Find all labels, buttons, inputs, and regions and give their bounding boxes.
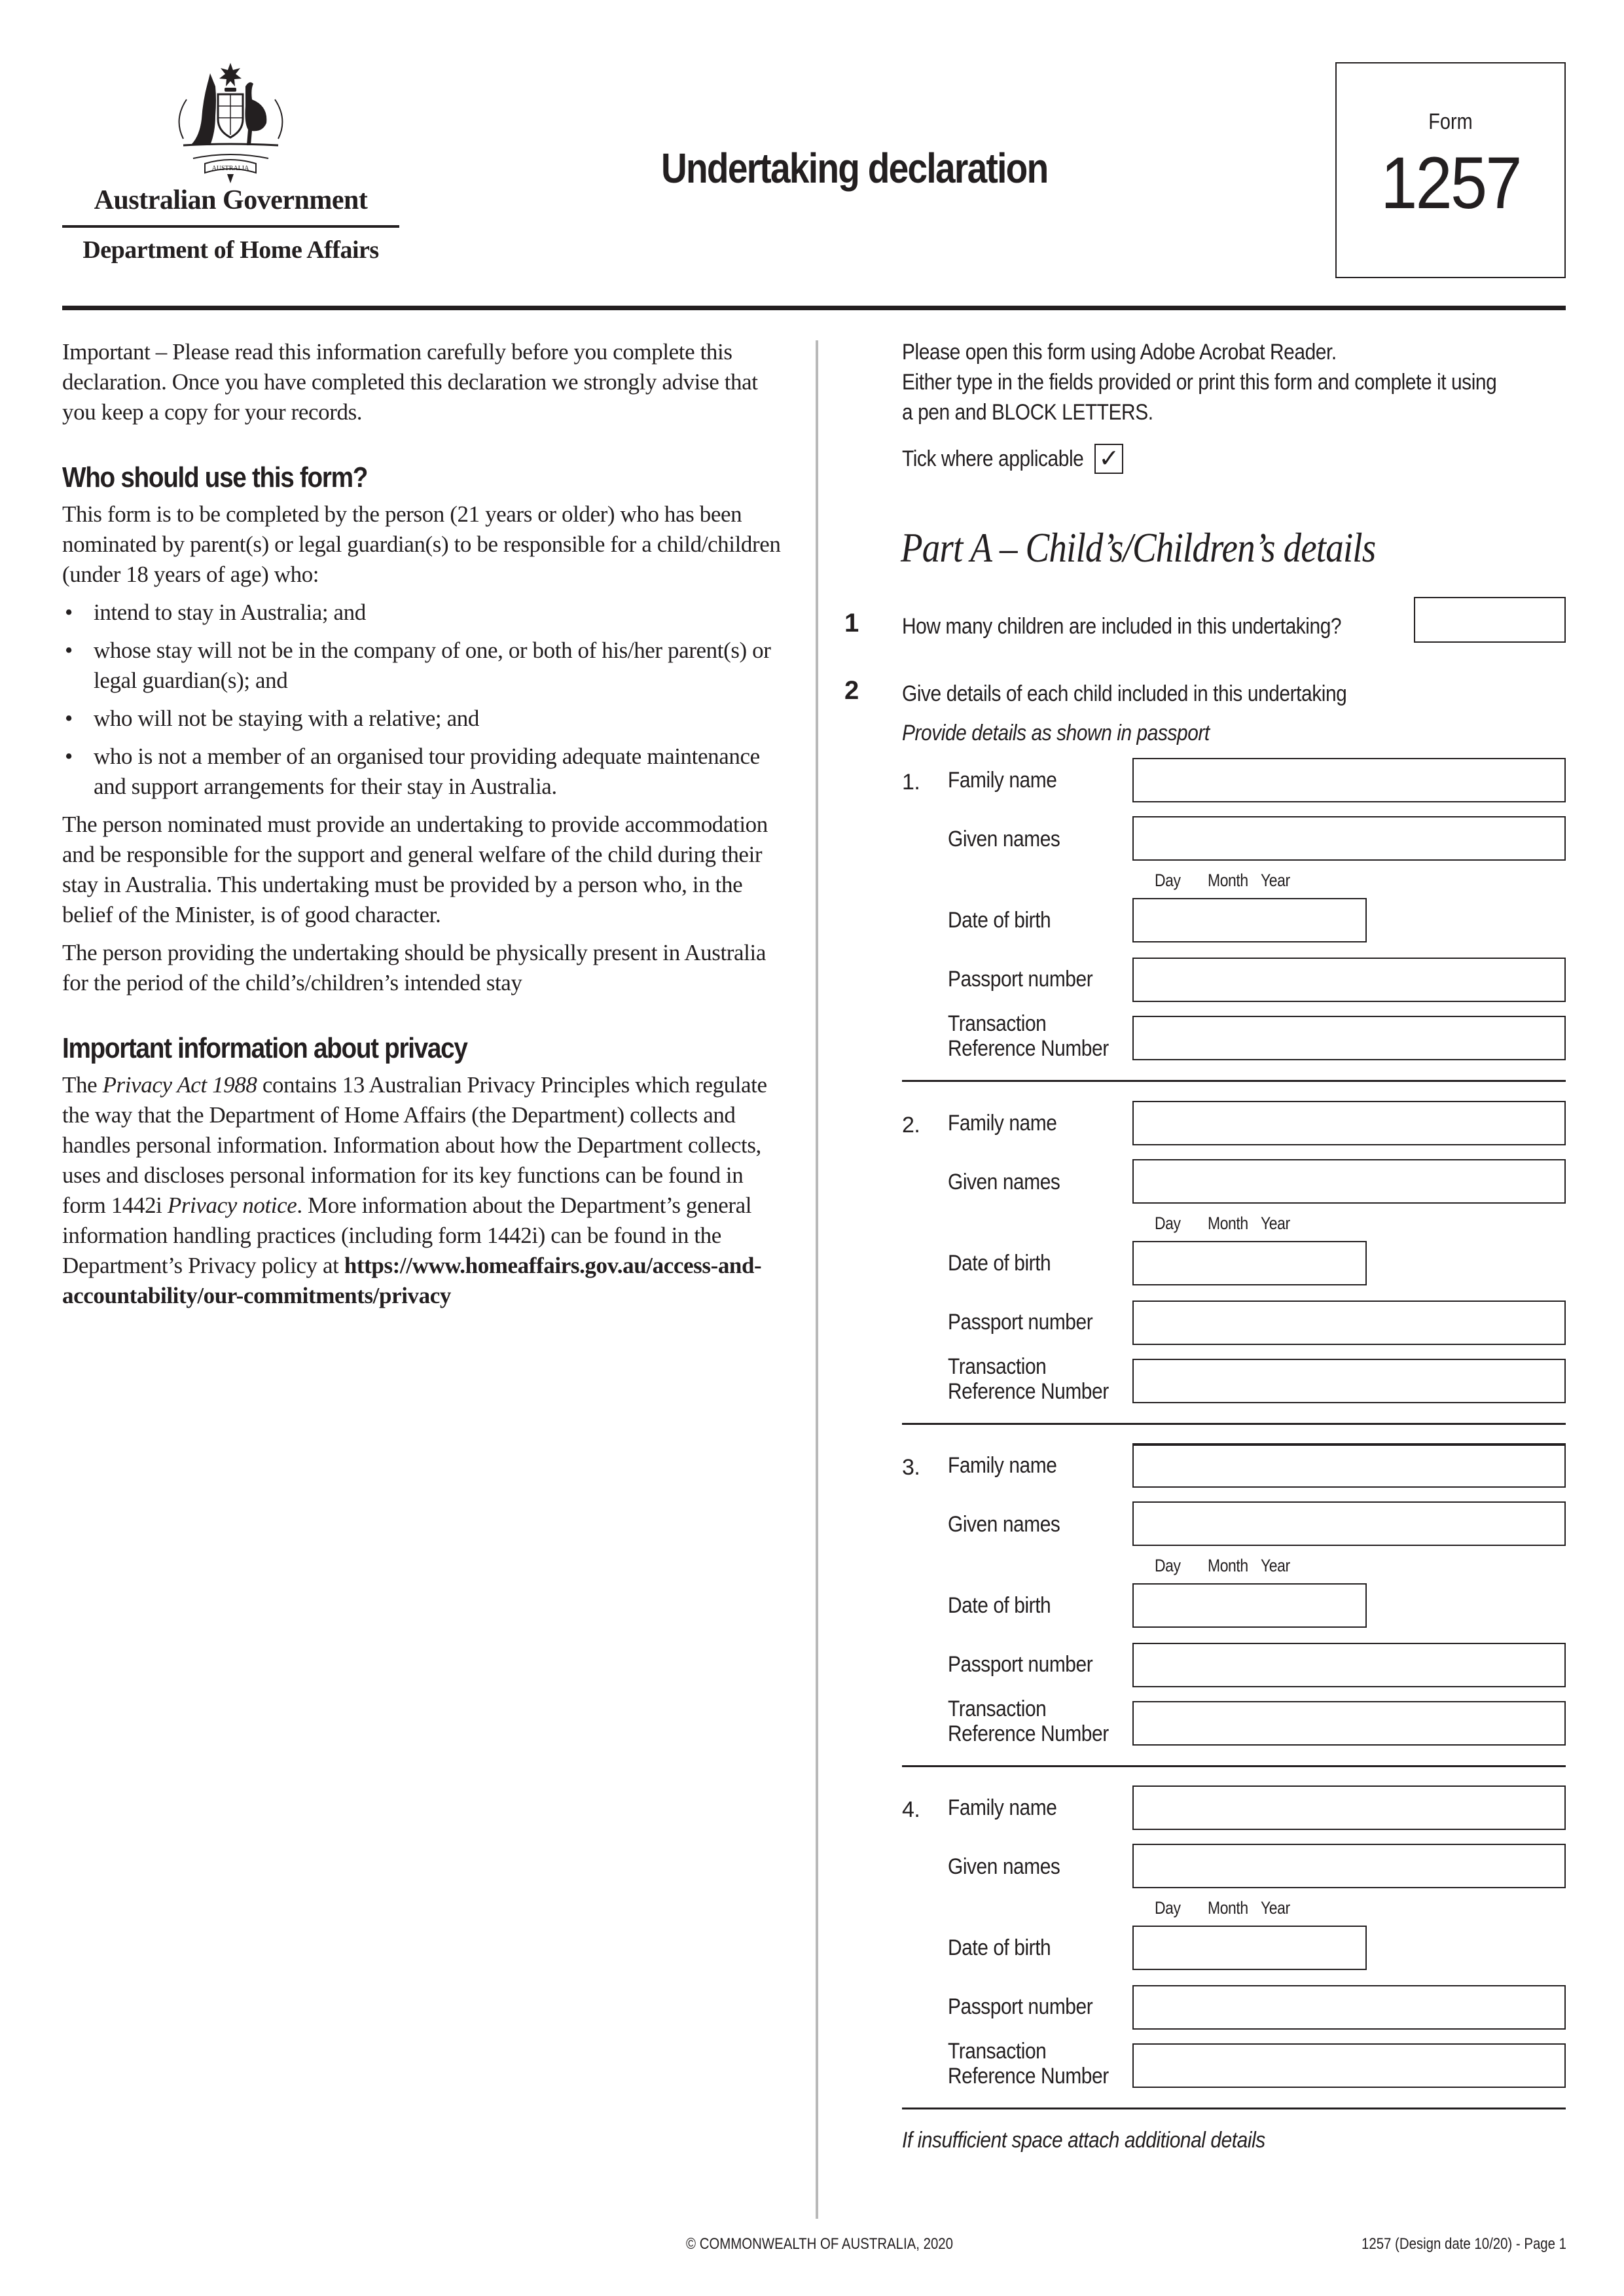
dob-month-hint: Month [1208, 870, 1248, 890]
form-label: Form [1428, 109, 1473, 134]
government-divider [62, 225, 399, 228]
child-number: 3. [902, 1455, 920, 1480]
tick-legend [902, 444, 1123, 474]
who-should-use-heading: Who should use this form? [62, 461, 368, 493]
eligibility-item: • intend to stay in Australia; and [62, 598, 792, 628]
checkmark-icon: ✓ [1094, 444, 1123, 474]
transaction-reference-number-input[interactable] [1132, 1359, 1566, 1403]
dob-day-hint: Day [1155, 1213, 1181, 1233]
eligibility-item: • who is not a member of an organised tour providing adequate maintenance and support arrangements for their stay in Australia. [62, 742, 792, 802]
given-names-input[interactable] [1132, 1844, 1566, 1888]
privacy-text-part: The [62, 1072, 103, 1098]
family-name-input[interactable] [1132, 1785, 1566, 1830]
passport-number-input[interactable] [1132, 958, 1566, 1002]
form-instructions [902, 337, 1570, 427]
page-title: Undertaking declaration [661, 145, 1048, 192]
date-of-birth-input[interactable] [1132, 898, 1367, 942]
child-divider [902, 1080, 1566, 1082]
transaction-reference-number-input[interactable] [1132, 2043, 1566, 2088]
trn-label-line2: Reference Number [948, 1721, 1109, 1746]
child-details-4 [902, 1780, 1566, 2123]
family-name-input[interactable] [1132, 1443, 1566, 1488]
dob-year-hint: Year [1261, 870, 1290, 890]
passport-number-label: Passport number [948, 1994, 1093, 2019]
dob-month-hint: Month [1208, 1213, 1248, 1233]
child-details-3 [902, 1438, 1566, 1781]
passport-number-input[interactable] [1132, 1643, 1566, 1687]
passport-number-input[interactable] [1132, 1300, 1566, 1345]
given-names-input[interactable] [1132, 1501, 1566, 1546]
child-details-1 [902, 753, 1566, 1096]
family-name-label: Family name [948, 1111, 1057, 1136]
dob-month-hint: Month [1208, 1898, 1248, 1918]
child-divider [902, 2108, 1566, 2109]
child-number: 2. [902, 1113, 920, 1138]
trn-label-line1: Transaction [948, 2039, 1047, 2064]
dob-year-hint: Year [1261, 1898, 1290, 1918]
passport-number-input[interactable] [1132, 1985, 1566, 2030]
instruction-line: a pen and BLOCK LETTERS. [902, 400, 1153, 425]
given-names-label: Given names [948, 1512, 1060, 1537]
given-names-label: Given names [948, 1854, 1060, 1879]
privacy-text [62, 1070, 792, 1311]
column-divider [816, 340, 818, 2219]
privacy-notice-title: Privacy notice [167, 1193, 297, 1218]
children-count-input[interactable] [1414, 597, 1566, 643]
copyright-notice: © COMMONWEALTH OF AUSTRALIA, 2020 [686, 2235, 953, 2253]
question-1-number: 1 [844, 609, 859, 637]
physical-presence-text: The person providing the undertaking should be physically present in Australia for the period of the child’s/children’s intended stay [62, 940, 766, 996]
question-2-subtext: Provide details as shown in passport [902, 721, 1210, 745]
dob-month-hint: Month [1208, 1556, 1248, 1575]
intro-text: Important – Please read this information carefully before you complete this declaration. Once you have completed this declaration we strongly advise that you keep a copy for your records. [62, 339, 758, 425]
passport-number-label: Passport number [948, 1310, 1093, 1335]
given-names-input[interactable] [1132, 816, 1566, 861]
eligibility-item: • who will not be staying with a relative; and [62, 704, 792, 734]
privacy-policy-link[interactable]: https://www.homeaffairs.gov.au/access-and-accountability/our-commitments/privacy [62, 1253, 762, 1308]
trn-label-line2: Reference Number [948, 1379, 1109, 1404]
passport-number-label: Passport number [948, 967, 1093, 992]
family-name-input[interactable] [1132, 1101, 1566, 1145]
transaction-reference-number-input[interactable] [1132, 1701, 1566, 1746]
form-number-box [1335, 62, 1566, 278]
department-name: Department of Home Affairs [82, 236, 379, 264]
instruction-line: Either type in the fields provided or print this form and complete it using [902, 370, 1497, 395]
child-divider [902, 1423, 1566, 1425]
family-name-label: Family name [948, 1795, 1057, 1820]
date-of-birth-label: Date of birth [948, 1593, 1051, 1618]
tick-legend-label: Tick where applicable [902, 446, 1084, 471]
eligibility-item: • whose stay will not be in the company of one, or both of his/her parent(s) or legal guardian(s); and [62, 636, 792, 696]
part-a-heading: Part A – Child’s/Children’s details [901, 524, 1376, 571]
nominated-person-text: The person nominated must provide an undertaking to provide accommodation and be responsible for the support and general welfare of the child during their stay in Australia. This undertaking must be provided by a person who, in the belief of the Minister, is of good character. [62, 812, 768, 927]
passport-number-label: Passport number [948, 1652, 1093, 1677]
form-number: 1257 [1380, 142, 1521, 224]
dob-day-hint: Day [1155, 870, 1181, 890]
child-number: 1. [902, 770, 920, 795]
trn-label-line2: Reference Number [948, 1036, 1109, 1061]
given-names-label: Given names [948, 1170, 1060, 1194]
eligibility-list [62, 598, 792, 802]
question-2-number: 2 [844, 676, 859, 705]
child-details-2 [902, 1096, 1566, 1439]
family-name-label: Family name [948, 768, 1057, 793]
dob-day-hint: Day [1155, 1556, 1181, 1575]
insufficient-space-note: If insufficient space attach additional details [902, 2128, 1265, 2153]
government-name: Australian Government [94, 185, 368, 215]
question-1-text: How many children are included in this undertaking? [902, 614, 1342, 639]
information-column [62, 337, 792, 1311]
trn-label-line1: Transaction [948, 1011, 1047, 1036]
coat-of-arms-icon [147, 60, 314, 185]
family-name-label: Family name [948, 1453, 1057, 1478]
privacy-text-part: . More information about the Department’s general information handling practices (including form 1442i) can be found in the Department’s Privacy policy at [62, 1193, 752, 1278]
child-number: 4. [902, 1797, 920, 1822]
who-should-use-text: This form is to be completed by the person (21 years or older) who has been nominated by parent(s) or legal guardian(s) to be responsible for a child/children (under 18 years of age) who: [62, 501, 781, 587]
trn-label-line2: Reference Number [948, 2064, 1109, 2089]
date-of-birth-label: Date of birth [948, 1251, 1051, 1276]
given-names-label: Given names [948, 827, 1060, 852]
trn-label-line1: Transaction [948, 1354, 1047, 1379]
question-2-text: Give details of each child included in this undertaking [902, 681, 1347, 706]
privacy-heading: Important information about privacy [62, 1032, 467, 1064]
transaction-reference-number-input[interactable] [1132, 1016, 1566, 1060]
trn-label-line1: Transaction [948, 1696, 1047, 1721]
date-of-birth-input[interactable] [1132, 1583, 1367, 1628]
date-of-birth-input[interactable] [1132, 1241, 1367, 1285]
child-divider [902, 1765, 1566, 1767]
dob-day-hint: Day [1155, 1898, 1181, 1918]
page-info: 1257 (Design date 10/20) - Page 1 [1362, 2235, 1567, 2253]
date-of-birth-label: Date of birth [948, 1935, 1051, 1960]
date-of-birth-label: Date of birth [948, 908, 1051, 933]
privacy-text-part: contains 13 Australian Privacy Principles which regulate the way that the Department of Home Affairs (the Department) collects and handles personal information. Information about how the Department collects, uses and discloses personal information for its key functions can be found in form 1442i [62, 1072, 767, 1218]
svg-text:AUSTRALIA: AUSTRALIA [211, 165, 249, 172]
given-names-input[interactable] [1132, 1159, 1566, 1204]
dob-year-hint: Year [1261, 1213, 1290, 1233]
instruction-line: Please open this form using Adobe Acrobat Reader. [902, 340, 1337, 365]
family-name-input[interactable] [1132, 758, 1566, 802]
dob-year-hint: Year [1261, 1556, 1290, 1575]
header-divider [62, 306, 1566, 310]
privacy-act-title: Privacy Act 1988 [102, 1072, 257, 1098]
date-of-birth-input[interactable] [1132, 1926, 1367, 1970]
